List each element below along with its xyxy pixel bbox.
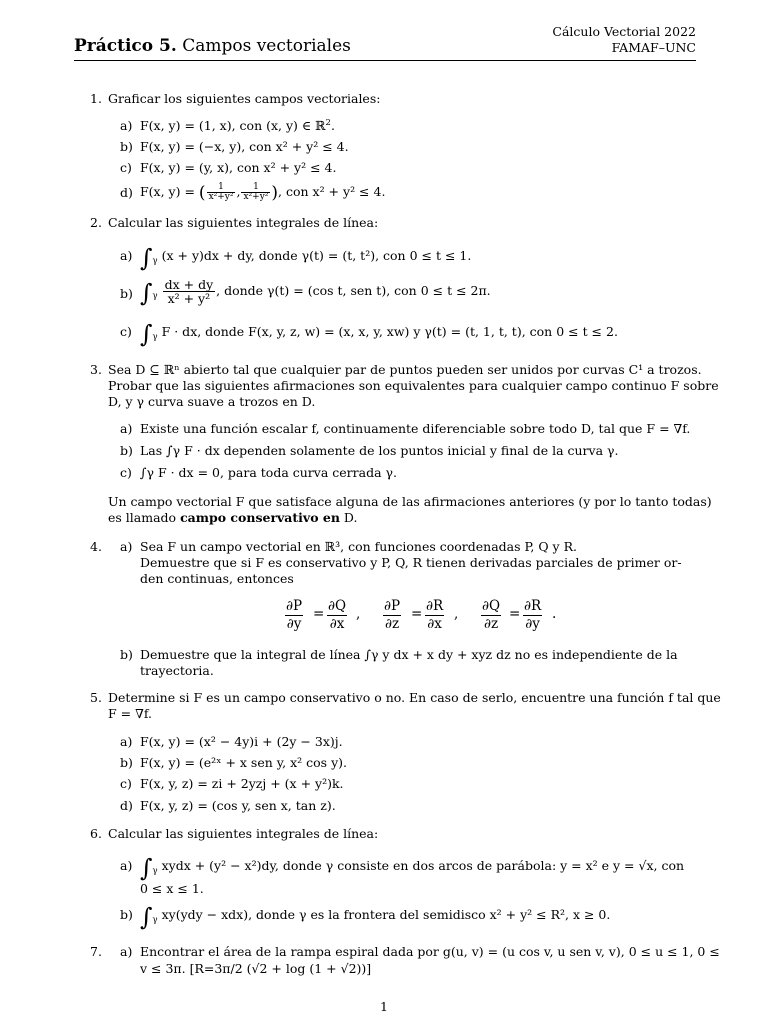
problem-5d-label: d) [120,798,133,813]
problem-1d-fraction-1: $\frac{1}{\text{x²+y²}}$ [208,181,234,202]
problem-2c-integrand: F · dx, donde F(x, y, z, w) = (x, x, y, xw) y γ(t) = (t, 1, t, t), con 0 ≤ t ≤ 2. [161,324,618,339]
header-rule [74,60,696,61]
problem-4b-line-2: trayectoria. [140,663,214,678]
problem-1-number: 1. [90,91,102,106]
problem-5b-text: F(x, y) = (e²ˣ + x sen y, x² cos y). [140,755,347,770]
note-suffix: D. [343,510,358,525]
problem-1a-main: F(x, y) = (1, x), con (x, y) ∈ ℝ [140,118,326,133]
practice-topic: Campos vectoriales [182,36,351,56]
institution-name: FAMAF–UNC [611,40,696,55]
problem-1d-label: d) [120,185,133,200]
problem-5-line-1: Determine si F es un campo conservativo o no. En caso de serlo, encuentre una función f tal que [108,690,721,705]
problem-2-number: 2. [90,215,102,230]
problem-4a-line-3: den continuas, entonces [140,571,294,586]
problem-3a-label: a) [120,421,133,436]
problem-6a-integrand: xydx + (y² − x²)dy, donde γ consiste en dos arcos de parábola: y = x² e y = √x, con [161,858,685,873]
problem-6b-text: $\int_\gamma$ xy(ydy − xdx), donde γ es la frontera del semidisco x² + y² ≤ R², x ≥ 0. [140,903,611,931]
problem-2b-fraction: $\frac{dx + dy}{\text{x² + y²}}$ [164,276,214,306]
partial-R-x: ∂R ∂x [426,598,444,632]
problem-4a-line-1: Sea F un campo vectorial en ℝ³, con funciones coordenadas P, Q y R. [140,539,577,554]
problem-6a-line-2: 0 ≤ x ≤ 1. [140,881,204,896]
problem-7-number: 7. [90,944,102,959]
problem-1a-end: . [330,118,335,133]
problem-1d-fraction-2: $\frac{1}{\text{x²+y²}}$ [243,181,269,202]
problem-7a-line-1: Encontrar el área de la rampa espiral dada por g(u, v) = (u cos v, u sen v, v), 0 ≤ u ≤ 1, 0 ≤ [140,944,720,959]
problem-2c-label: c) [120,324,132,339]
equals-sign: = [509,606,521,622]
problem-3-note-line-1: Un campo vectorial F que satisface alguna de las afirmaciones anteriores (y por lo tanto todas) [108,494,712,509]
equals-sign: = [411,606,423,622]
partial-R-y: ∂R ∂y [524,598,542,632]
problem-3-note-line-2 [108,510,357,525]
course-name: Cálculo Vectorial 2022 [552,24,696,39]
partial-P-z: ∂P ∂z [384,598,401,632]
problem-7a-line-2: v ≤ 3π. [R=3π/2 (√2 + log (1 + √2))] [140,961,372,976]
problem-1a-exponent: 2 [325,118,331,128]
problem-1d-condition: , con x² + y² ≤ 4. [278,184,386,199]
problem-3-line-3: D, y γ curva suave a trozos en D. [108,394,316,409]
problem-2b-text: $\int_\gamma$ $\frac{dx + dy}{\text{x² + y²}}$ , donde γ(t) = (cos t, sen t), con 0 ≤ t ≤ 2π. [140,276,491,307]
problem-5a-label: a) [120,734,133,749]
page-number: 1 [380,999,388,1014]
problem-5c-text: F(x, y, z) = zi + 2yzj + (x + y²)k. [140,776,344,791]
problem-3c-text: ∫γ F · dx = 0, para toda curva cerrada γ. [140,465,397,480]
problem-1a-text [140,118,335,133]
problem-3a-text: Existe una función escalar f, continuamente diferenciable sobre todo D, tal que F = ∇f. [140,421,691,436]
conservative-field-term: campo conservativo en [180,510,340,525]
problem-4b-line-1: Demuestre que la integral de línea ∫γ y dx + x dy + xyz dz no es independiente de la [140,647,678,662]
problem-6a-text: $\int_\gamma$ xydx + (y² − x²)dy, donde γ consiste en dos arcos de parábola: y = x² e y = √x, con [140,854,685,882]
problem-6-number: 6. [90,826,102,841]
problem-5a-text: F(x, y) = (x² − 4y)i + (2y − 3x)j. [140,734,343,749]
note-prefix: es llamado [108,510,177,525]
problem-2a-label: a) [120,248,133,263]
problem-5c-label: c) [120,776,132,791]
problem-2-statement: Calcular las siguientes integrales de línea: [108,215,379,230]
problem-3b-text: Las ∫γ F · dx dependen solamente de los puntos inicial y final de la curva γ. [140,443,619,458]
problem-1d-text: F(x, y) = ( $\frac{1}{\text{x²+y²}}$ , $\frac{1}{\text{x²+y²}}$ ), con x² + y² ≤ 4. [140,181,386,203]
problem-6b-label: b) [120,907,133,922]
problem-3-number: 3. [90,362,102,377]
problem-5b-label: b) [120,755,133,770]
problem-1c-text: F(x, y) = (y, x), con x² + y² ≤ 4. [140,160,337,175]
problem-5d-text: F(x, y, z) = (cos y, sen x, tan z). [140,798,336,813]
problem-3-line-1: Sea D ⊆ ℝⁿ abierto tal que cualquier par de puntos pueden ser unidos por curvas C¹ a trozos. [108,362,702,377]
problem-2b-label: b) [120,286,133,301]
problem-2a-integrand: (x + y)dx + dy, donde γ(t) = (t, t²), con 0 ≤ t ≤ 1. [161,248,472,263]
practice-number: Práctico 5. [74,36,177,56]
problem-1d-lhs: F(x, y) = [140,184,195,199]
problem-5-line-2: F = ∇f. [108,706,152,721]
period: . [552,606,557,622]
problem-2a-text: $\int_\gamma$ (x + y)dx + dy, donde γ(t) = (t, t²), con 0 ≤ t ≤ 1. [140,244,472,272]
problem-1a-label: a) [120,118,133,133]
problem-3b-label: b) [120,443,133,458]
problem-4a-label: a) [120,539,133,554]
problem-1b-label: b) [120,139,133,154]
partial-Q-z: ∂Q ∂z [482,598,501,632]
partial-P-y: ∂P ∂y [286,598,303,632]
problem-2b-condition: , donde γ(t) = (cos t, sen t), con 0 ≤ t ≤ 2π. [216,283,491,298]
problem-4b-label: b) [120,647,133,662]
problem-3c-label: c) [120,465,132,480]
comma: , [454,606,459,622]
problem-1c-label: c) [120,160,132,175]
problem-7a-label: a) [120,944,133,959]
problem-4a-line-2: Demuestre que si F es conservativo y P, Q, R tienen derivadas parciales de primer or- [140,555,682,570]
problem-6-statement: Calcular las siguientes integrales de línea: [108,826,379,841]
course-info [552,24,696,56]
problem-5-number: 5. [90,690,102,705]
equals-sign: = [313,606,325,622]
problem-4-number: 4. [90,539,102,554]
problem-3-line-2: Probar que las siguientes afirmaciones son equivalentes para cualquier campo continuo F sobre [108,378,719,393]
comma: , [356,606,361,622]
problem-6a-label: a) [120,858,133,873]
problem-2c-text: $\int_\gamma$ F · dx, donde F(x, y, z, w) = (x, x, y, xw) y γ(t) = (t, 1, t, t), con 0 ≤ t ≤ 2. [140,320,618,348]
page-title [74,36,351,56]
partial-Q-x: ∂Q ∂x [328,598,347,632]
problem-1b-text: F(x, y) = (−x, y), con x² + y² ≤ 4. [140,139,349,154]
problem-6b-integrand: xy(ydy − xdx), donde γ es la frontera del semidisco x² + y² ≤ R², x ≥ 0. [161,907,611,922]
problem-1-statement: Graficar los siguientes campos vectoriales: [108,91,381,106]
